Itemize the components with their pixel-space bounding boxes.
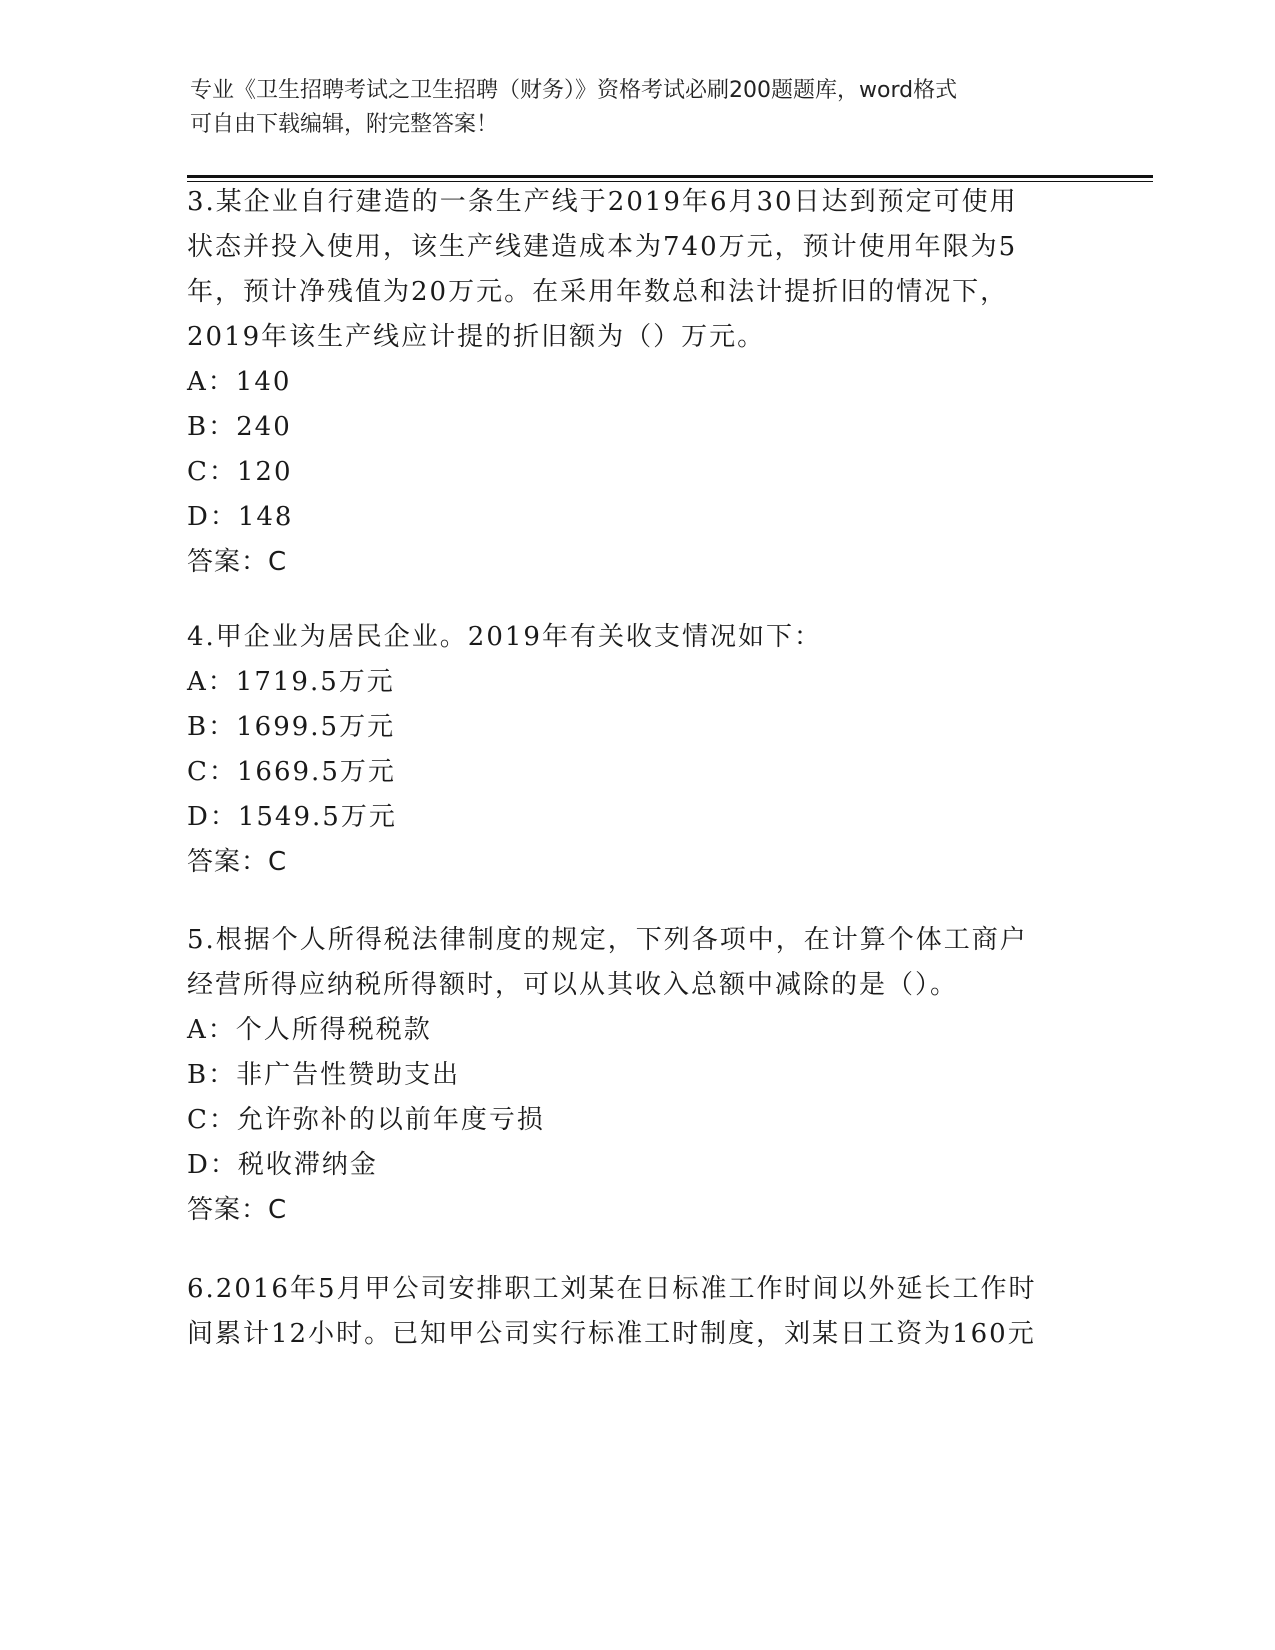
question-block — [187, 918, 1087, 1233]
question-line: 4.甲企业为居民企业。2019年有关收支情况如下： — [187, 622, 822, 652]
question-block — [187, 180, 1087, 585]
header-divider-thick — [187, 175, 1153, 178]
question-text — [187, 615, 1087, 660]
question-text — [187, 918, 1087, 1008]
answer-line: 答案：C — [187, 547, 288, 577]
option-c: C：允许弥补的以前年度亏损 — [187, 1105, 545, 1135]
header-line-2: 可自由下载编辑，附完整答案！ — [190, 112, 499, 137]
question-line: 年，预计净残值为20万元。在采用年数总和法计提折旧的情况下， — [187, 277, 1009, 307]
answer-line: 答案：C — [187, 847, 288, 877]
question-text — [187, 180, 1087, 360]
option-a: A：1719.5万元 — [187, 667, 395, 697]
answer-line: 答案：C — [187, 1195, 288, 1225]
question-line: 状态并投入使用，该生产线建造成本为740万元，预计使用年限为5 — [187, 232, 1018, 262]
option-d: D：1549.5万元 — [187, 802, 397, 832]
option-c: C：1669.5万元 — [187, 757, 396, 787]
question-line: 间累计12小时。已知甲公司实行标准工时制度，刘某日工资为160元 — [187, 1319, 1036, 1349]
option-b: B：非广告性赞助支出 — [187, 1060, 461, 1090]
option-a: A：140 — [187, 367, 292, 397]
option-d: D：税收滞纳金 — [187, 1150, 378, 1180]
option-a: A：个人所得税税款 — [187, 1015, 432, 1045]
question-line: 3.某企业自行建造的一条生产线于2019年6月30日达到预定可使用 — [187, 187, 1018, 217]
option-c: C：120 — [187, 457, 293, 487]
option-b: B：1699.5万元 — [187, 712, 396, 742]
question-line: 5.根据个人所得税法律制度的规定，下列各项中，在计算个体工商户 — [187, 925, 1028, 955]
option-b: B：240 — [187, 412, 292, 442]
question-block — [187, 1267, 1087, 1357]
option-d: D：148 — [187, 502, 294, 532]
question-line: 经营所得应纳税所得额时，可以从其收入总额中减除的是（）。 — [187, 970, 959, 1000]
question-block — [187, 615, 1087, 885]
question-text — [187, 1267, 1087, 1357]
document-header — [190, 74, 1070, 142]
header-line-1: 专业《卫生招聘考试之卫生招聘（财务）》资格考试必刷200题题库，word格式 — [190, 78, 958, 103]
question-line: 6.2016年5月甲公司安排职工刘某在日标准工作时间以外延长工作时 — [187, 1274, 1037, 1304]
question-line: 2019年该生产线应计提的折旧额为（）万元。 — [187, 322, 766, 352]
